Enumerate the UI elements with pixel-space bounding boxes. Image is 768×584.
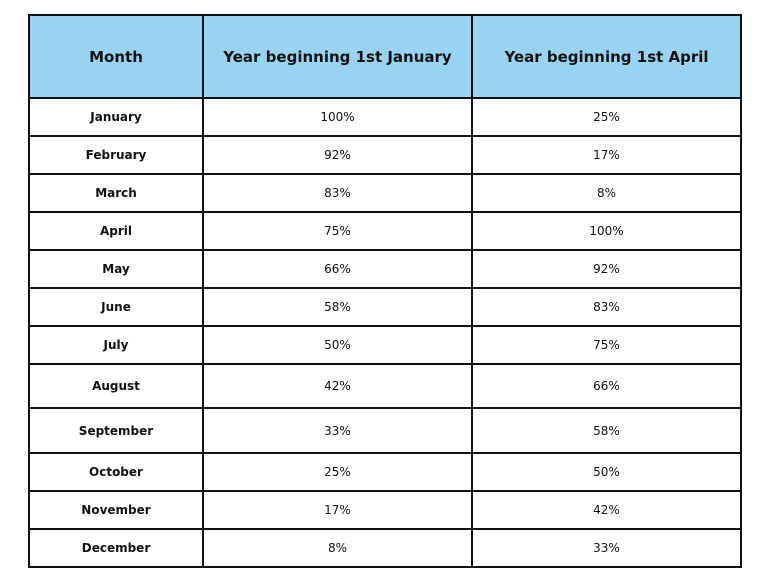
- table-row: [29, 98, 741, 136]
- year-apr-cell: 83%: [472, 288, 741, 326]
- month-cell: January: [29, 98, 203, 136]
- table-row: [29, 174, 741, 212]
- year-jan-cell: 58%: [203, 288, 472, 326]
- month-cell: February: [29, 136, 203, 174]
- year-jan-cell: 17%: [203, 491, 472, 529]
- year-apr-cell: 50%: [472, 453, 741, 491]
- header-year-apr: Year beginning 1st April: [472, 15, 741, 98]
- year-jan-cell: 92%: [203, 136, 472, 174]
- year-jan-cell: 83%: [203, 174, 472, 212]
- year-apr-cell: 92%: [472, 250, 741, 288]
- month-cell: May: [29, 250, 203, 288]
- year-jan-cell: 75%: [203, 212, 472, 250]
- table-body: [29, 98, 741, 567]
- header-year-jan: Year beginning 1st January: [203, 15, 472, 98]
- month-cell: April: [29, 212, 203, 250]
- year-jan-cell: 50%: [203, 326, 472, 364]
- year-jan-cell: 42%: [203, 364, 472, 408]
- month-cell: July: [29, 326, 203, 364]
- year-jan-cell: 66%: [203, 250, 472, 288]
- month-cell: March: [29, 174, 203, 212]
- month-cell: September: [29, 408, 203, 453]
- percentage-table: [28, 14, 742, 568]
- year-apr-cell: 17%: [472, 136, 741, 174]
- year-apr-cell: 8%: [472, 174, 741, 212]
- year-apr-cell: 42%: [472, 491, 741, 529]
- year-jan-cell: 25%: [203, 453, 472, 491]
- month-cell: August: [29, 364, 203, 408]
- month-cell: October: [29, 453, 203, 491]
- header-row: [29, 15, 741, 98]
- year-apr-cell: 75%: [472, 326, 741, 364]
- table-row: [29, 250, 741, 288]
- table-row: [29, 212, 741, 250]
- year-jan-cell: 8%: [203, 529, 472, 567]
- table-row: [29, 288, 741, 326]
- table-row: [29, 453, 741, 491]
- year-apr-cell: 58%: [472, 408, 741, 453]
- table-row: [29, 326, 741, 364]
- year-apr-cell: 25%: [472, 98, 741, 136]
- table-row: [29, 136, 741, 174]
- table-row: [29, 408, 741, 453]
- year-jan-cell: 100%: [203, 98, 472, 136]
- header-month: Month: [29, 15, 203, 98]
- month-cell: December: [29, 529, 203, 567]
- month-cell: November: [29, 491, 203, 529]
- year-apr-cell: 66%: [472, 364, 741, 408]
- table-row: [29, 529, 741, 567]
- month-cell: June: [29, 288, 203, 326]
- year-jan-cell: 33%: [203, 408, 472, 453]
- table-row: [29, 364, 741, 408]
- year-apr-cell: 33%: [472, 529, 741, 567]
- year-apr-cell: 100%: [472, 212, 741, 250]
- table-row: [29, 491, 741, 529]
